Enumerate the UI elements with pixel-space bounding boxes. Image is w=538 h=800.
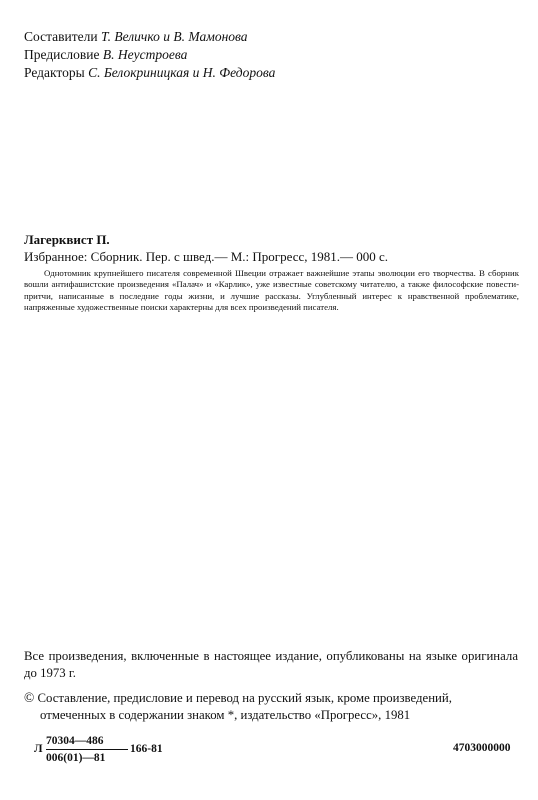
compilers-names: Т. Величко и В. Мамонова: [100, 29, 248, 44]
isbn-code: 4703000000: [453, 742, 511, 754]
preface-row: [24, 46, 275, 64]
catalog-entry: [24, 231, 519, 314]
copyright-block: [24, 689, 524, 724]
compilers-row: [24, 28, 275, 46]
copyright-text-1: Составление, предисловие и перевод на русский язык, кроме произведений,: [37, 691, 452, 705]
publication-note: Все произведения, включенные в настоящее издание, опубликованы на языке оригинала до 1973 г.: [24, 649, 518, 680]
catalog-author: Лагерквист П.: [24, 232, 110, 247]
preface-name: В. Неустроева: [102, 47, 188, 62]
fraction-bar: [46, 749, 128, 750]
print-code-denominator: 006(01)—81: [46, 752, 106, 764]
preface-label: Предисловие: [24, 47, 100, 62]
editors-row: [24, 64, 275, 82]
copyright-line-2: отмеченных в содержании знаком *, издательство «Прогресс», 1981: [40, 708, 411, 722]
catalog-bibline: Избранное: Сборник. Пер. с швед.— М.: Прогресс, 1981.— 000 с.: [24, 249, 389, 264]
copyright-symbol: ©: [24, 690, 35, 705]
compilers-label: Составители: [24, 29, 98, 44]
print-code-letter: Л: [34, 743, 43, 755]
editors-label: Редакторы: [24, 65, 85, 80]
print-code-numerator: 70304—486: [46, 735, 104, 747]
print-code-suffix: 166-81: [130, 743, 163, 755]
editors-names: С. Белокриницкая и Н. Федорова: [88, 65, 276, 80]
credits-block: [24, 28, 275, 82]
copyright-line-1: [24, 689, 524, 707]
catalog-annotation: Однотомник крупнейшего писателя современной Швеции отражает важнейшие этапы эволюции его творчества. В сборник вошли антифашистские произведения «Палач» и «Карлик», уже известные советскому читателю, а также философские повести-притчи, написанные в последние годы жизни, и лучшие рассказы. Углубленный интерес к нравственной проблематике, напряженные художественные поиски характерны для всех произведений писателя.: [24, 268, 519, 313]
